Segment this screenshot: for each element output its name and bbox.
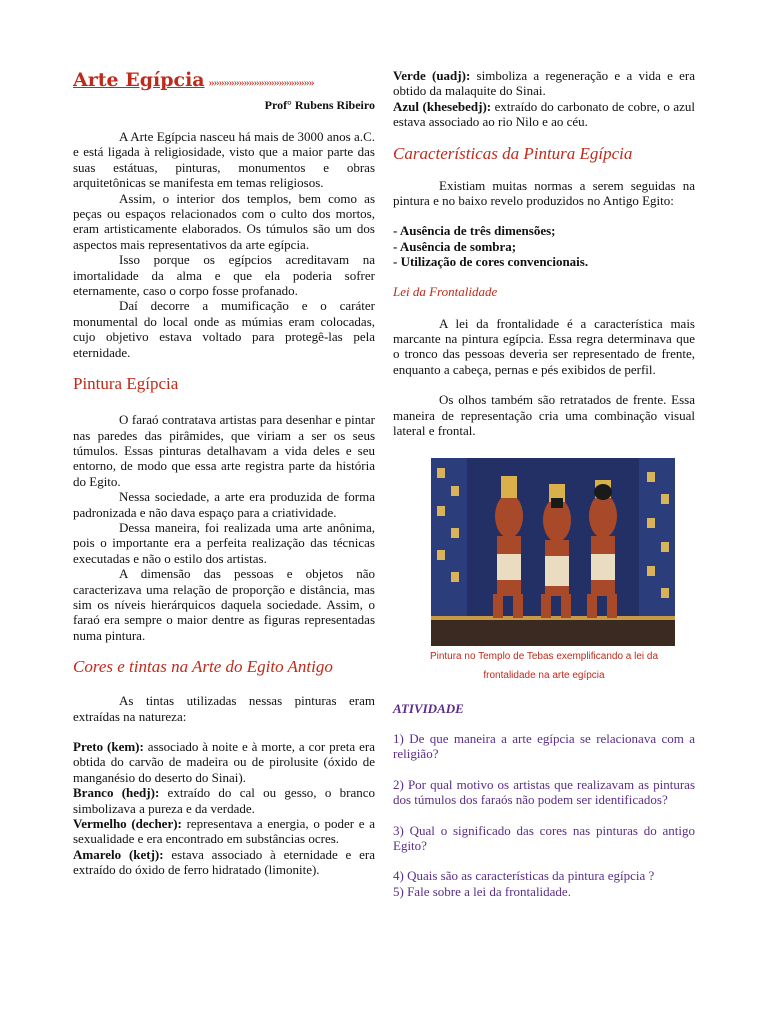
color-term: Verde (uadj): bbox=[393, 68, 471, 83]
question: 5) Fale sobre a lei da frontalidade. bbox=[393, 883, 571, 899]
frontalidade-paragraph: A lei da frontalidade é a característica mais marcante na pintura egípcia. Essa regra determinava que o tronco das pessoas deveria ser representado de frente, enquanto a cabeça, pernas e pés exibidos de perfil. bbox=[393, 315, 695, 377]
color-item bbox=[393, 99, 695, 130]
color-term: Preto (kem): bbox=[73, 739, 144, 754]
section-heading-pintura: Pintura Egípcia bbox=[73, 374, 179, 394]
pintura-paragraph: A dimensão das pessoas e objetos não caracterizava uma relação de proporção e distância, mas sim os níveis hierárquicos daquela sociedade. Assim, o faraó era sempre o maior dentre as figuras representadas numa pintura. bbox=[73, 566, 375, 643]
color-desc: extraído do carbonato de cobre, o azul estava associado ao rio Nilo e ao céu. bbox=[393, 98, 695, 130]
color-item bbox=[73, 785, 375, 816]
figure-caption: Pintura no Templo de Tebas exemplificando a lei da frontalidade na arte egípcia bbox=[429, 650, 659, 681]
question: 1) De que maneira a arte egípcia se relacionava com a religião? bbox=[393, 730, 695, 762]
list-item: - Ausência de três dimensões; bbox=[393, 223, 556, 239]
color-item bbox=[73, 739, 375, 785]
intro-paragraph: Isso porque os egípcios acreditavam na imortalidade da alma e que ela poderia sofrer eternamente, caso o corpo fosse profanado. bbox=[73, 252, 375, 299]
color-list bbox=[73, 739, 375, 878]
list-item: - Ausência de sombra; bbox=[393, 238, 517, 254]
page-title: Arte Egípcia bbox=[73, 69, 205, 91]
title-arrows: »»»»»»»»»»»»»»»»»»»»» bbox=[208, 75, 314, 89]
question: 3) Qual o significado das cores nas pinturas do antigo Egito? bbox=[393, 822, 695, 853]
color-term: Azul (khesebedj): bbox=[393, 98, 492, 114]
color-desc: extraído do cal ou gesso, o branco simbolizava a pureza e da verdade. bbox=[73, 785, 375, 816]
section-heading-caracteristicas: Características da Pintura Egípcia bbox=[393, 143, 633, 163]
color-term: Amarelo (ketj): bbox=[73, 846, 164, 862]
atividade-heading: ATIVIDADE bbox=[393, 700, 464, 716]
color-item bbox=[393, 68, 695, 99]
list-item: - Utilização de cores convencionais. bbox=[393, 254, 589, 270]
color-desc: simboliza a regeneração e a vida e era obtido da malaquite do Sinai. bbox=[393, 68, 696, 99]
pintura-paragraph: Nessa sociedade, a arte era produzida de forma padronizada e não dava espaço para a criatividade. bbox=[73, 489, 375, 520]
color-desc: estava associado à eternidade e era extraído do óxido de ferro hidratado (limonite). bbox=[73, 846, 375, 878]
cores-intro: As tintas utilizadas nessas pinturas eram extraídas na natureza: bbox=[73, 693, 375, 724]
question: 4) Quais são as características da pintura egípcia ? bbox=[393, 868, 655, 884]
author: Prof° Rubens Ribeiro bbox=[264, 98, 375, 112]
right-column bbox=[393, 68, 695, 899]
intro-paragraph: A Arte Egípcia nasceu há mais de 3000 anos a.C. e está ligada à religiosidade, visto que a maior parte das suas estátuas, pinturas, monumentos e obras arquitetônicas se manifesta em temas religiosos. bbox=[73, 129, 375, 191]
color-item bbox=[73, 847, 375, 878]
left-column bbox=[73, 66, 375, 878]
intro bbox=[73, 129, 375, 360]
question: 2) Por qual motivo os artistas que realizavam as pinturas dos túmulos dos faraós não podem ser identificados? bbox=[393, 776, 695, 808]
color-term: Branco (hedj): bbox=[73, 785, 160, 801]
caracteristicas-list bbox=[393, 223, 695, 269]
pintura-body bbox=[73, 412, 375, 643]
color-term: Vermelho (decher): bbox=[73, 816, 182, 832]
caracteristicas-intro: Existiam muitas normas a serem seguidas na pintura e no baixo revelo produzidos no Antigo Egito: bbox=[393, 177, 695, 209]
subheading-frontalidade: Lei da Frontalidade bbox=[393, 283, 498, 299]
color-item bbox=[73, 816, 375, 847]
pintura-paragraph: Dessa maneira, foi realizada uma arte anônima, pois o importante era a perfeita realização das técnicas executadas e não o estilo dos artistas. bbox=[73, 519, 375, 566]
section-heading-cores: Cores e tintas na Arte do Egito Antigo bbox=[73, 657, 333, 677]
color-desc: associado à noite e à morte, a cor preta era obtida do carvão de madeira ou de pirolusite (óxido de manganésio do deserto do Sinai). bbox=[73, 739, 375, 785]
pintura-paragraph: O faraó contratava artistas para desenhar e pintar nas paredes das pirâmides, que viriam a ser os seus túmulos. Essas pinturas detalhavam a vida deles e seu entorno, de modo que essa arte registra parte da história do Egito. bbox=[73, 412, 375, 489]
color-desc: representava a energia, o poder e a sexualidade e era encontrado em substâncias ocres. bbox=[73, 816, 376, 847]
egyptian-painting-image bbox=[431, 458, 675, 646]
title-row bbox=[73, 69, 375, 91]
intro-paragraph: Daí decorre a mumificação e o caráter monumental do local onde as múmias eram colocadas, cujo objetivo estava voltado para protegê-las pela eternidade. bbox=[73, 298, 375, 360]
frontalidade-paragraph: Os olhos também são retratados de frente. Essa maneira de representação cria uma combinação visual lateral e frontal. bbox=[393, 392, 695, 439]
intro-paragraph: Assim, o interior dos templos, bem como as peças ou espaços relacionados com o culto dos mortos, eram artisticamente elaborados. Os túmulos são um dos aspectos mais representativos da arte egípcia. bbox=[73, 190, 375, 252]
